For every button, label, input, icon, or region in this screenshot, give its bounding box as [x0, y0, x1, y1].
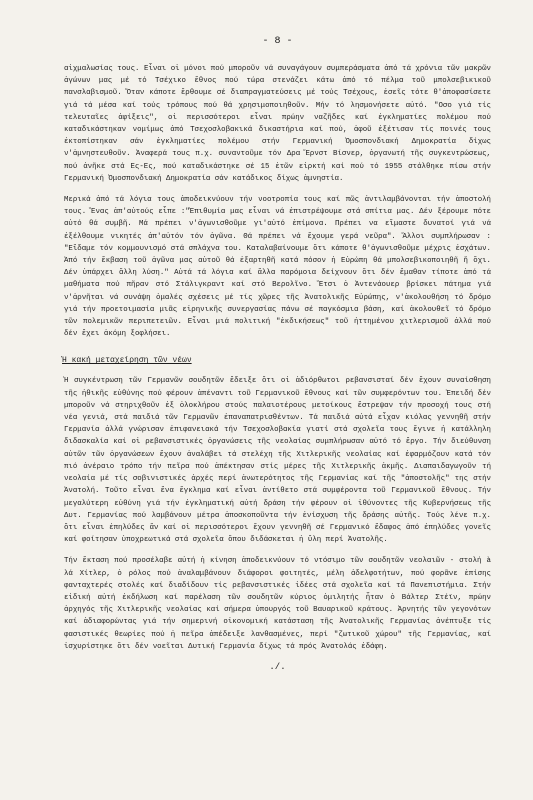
- section-heading: Ἡ κακή μεταχείρηση τῶν νέων: [62, 356, 192, 366]
- paragraph-1: αἰχμαλωσίας τους. Εἶναι οἱ μόνοι πού μποροῦν νά συναγάγουν συμπεράσματα ἀπό τά χρόνια τῶν μακρῶν ἀγώνων μας μέ τό Τσέχικο ἔθνος πού τώρα στενάζει κάτω ἀπό τό πέλμα τοῦ μπολσεβικικοῦ πανσλαβισμοῦ. Ὅταν κάποτε ἔρθουμε σέ διαπραγματεύσεις μέ τούς Τσέχους, ἐσεῖς τότε θ'ἀποφασίσετε γιά τά μέσα καί τούς τρόπους πού θά χρησιμοποιηθοῦν. Μήν τό λησμονήσετε αὐτό. "Οσο γιά τίς τελευταῖες ἀφίξεις", οἱ περισσότεροι εἶναι πρώην ναζῆδες καί ἐγκληματίες πολέμου πού καταδικάστηκαν νομίμως ἀπό Τσεχοσλοβακικά δικαστήρια καί πού, ἀφοῦ ἐξέτισαν τίς ποινές τους ἐκτοπίστηκαν σάν ἐγκληματίες πολέμου στήν Γερμανική Ὁμοσπονδιακή Δημοκρατία δίχως ν'ἀμνηστευθοῦν. Ἀναφερά τους π.χ. συναντοῦμε τόν Δρα Ἔρνστ Βίσνερ, ὀργανωτή τῆς συγκεντρώσεως, πού ἀνῆκε στά Ες-Ες, πού καταδικάστηκε σέ 15 ἐτῶν εἱρκτή καί πού τό 1955 στάλθηκε πίσω στήν Γερμανική Ὁμοσπονδιακή Δημοκρατία σάν κατάδικος δίχως ἀμνηστία.: [64, 65, 491, 183]
- paragraph-3: Ἡ συγκέντρωση τῶν Γερμανῶν σουδητῶν ἔδειξε ὅτι οἱ ἀδιόρθωτοι ρεβανσισταί δέν ἔχουν συναίσθηση τῆς ἠθικῆς εὐθύνης πού φέρουν ἀπέναντι τοῦ Γερμανικοῦ ἔθνους καί τῶν συμφερόντων του. Ἐπειδή δέν μποροῦν νά στηριχθοῦν ἐξ ὁλοκλήρου στούς παλαιοτέρους μετοίκους ἔστρεψαν τήν προσοχή τους στή νέα γενιά, στά παιδιά τῶν Γερμανῶν ἐπαναπατρισθέντων. Τά παιδιά αὐτά εἶχαν κιόλας γεννηθῆ στήν Γερμανία ἀλλά γνώρισαν ἐπιφανειακά τήν Τσεχοσλοβακία γιατί στά σχολεῖα τους ἔγινε ἡ κατάλληλη διδασκαλία καί οἱ ρεβανσιστικές ὀργανώσεις τῆς νεολαίας συμπλήρωσαν αὐτό τό ἔργο. Τήν διεύθυνση αὐτῶν τῶν ὀργανώσεων ἔχουν ἀναλάβει τά στελέχη τῆς Χιτλερικῆς νεολαίας καί ἐφαρμόζουν κατά τόν πιό ἀνέραιο τρόπο τήν πεῖρα πού ἀπέκτησαν στίς μέρες τῆς Χιτλερικῆς ἀκμῆς. Διαπαιδαγωγοῦν τή νεολαία μέ τίς σοβινιστικές ἀρχές περί ἀνωτερότητος τῆς Γερμανίας καί τῆς "ἀποστολῆς" της στήν Ἀνατολή. Τοῦτο εἶναι ἕνα ἔγκλημα καί εἶναι ἀντίθετο στά συμφέροντα τοῦ Γερμανικοῦ ἔθνους. Τήν μεγαλύτερη εὐθύνη γιά τήν ἐγκληματική αὐτή δράση τήν φέρουν οἱ ἰθύνοντες τῆς Κυβερνήσεως τῆς Δυτ. Γερμανίας πού λαμβάνουν μέτρα ἀποσκοποῦντα τήν ἐνίσχυση τῆς δράσης αὐτῆς. Τούς λένε π.χ. ὅτι εἶναι ἐπηλύδες ἄν καί οἱ περισσότεροι ἔχουν γεννηθῆ σέ Γερμανικό ἔδαφος ἀπό ἐπηλύδες γονεῖς καί φοίτησαν ὑποχρεωτικά στά σχολεῖα ὅπου διδάσκεται ἡ ὕλη περί Ἀνατολῆς.: [64, 377, 491, 545]
- paragraph-2: Μερικά ἀπό τά λόγια τους ἀποδεικνύουν τήν νοοτροπία τους καί πῶς ἀντιλαμβάνονται τήν ἀποστολή τους. Ἕνας ἀπ'αὐτούς εἶπε :"Ἐπιθυμία μας εἶναι νά ἐπιστρέψουμε στά σπίτια μας. Δέν ξέρουμε πότε αὐτό θά συμβῆ. Μά πρέπει ν'ἀγωνισθοῦμε γι'αὐτό ἐπίμονα. Πρέπει να εἴμαστε δυνατοί γιά νά ἐξέλθουμε νικητές ἀπ'αὐτόν τόν ἀγῶνα. Θά πρέπει νά ἔχουμε γερά νεῦρα". Ἄλλοι συμπλήρωσαν : "Εἴδαμε τόν κομμουνισμό στά σπλάχνα του. Καταλαβαίνουμε ὅτι κάποτε θ'ἀγωνισθοῦμε μέχρις ἐσχάτων. Ἀπό τήν ἔκβαση τοῦ ἀγῶνα μας αὐτοῦ θά ἐξαρτηθῆ κατά πόσον ἡ Εὐρώπη θά μπολσεβικοποιηθῆ ἤ ὄχι. Δέν ὑπάρχει ἄλλη λύση." Αὐτά τά λόγια καί ἄλλα παρόμοια δείχνουν ὅτι δέν ἔμαθαν τίποτε ἀπό τά μαθήματα πού πῆραν στό Στάλιγκραντ καί στό Βερολῖνο. Ἔτσι ὁ Ἀντενάουερ βρίσκει πάτημα γιά ν'ἀρνῆται νά συνάψη ὁμαλές σχέσεις μέ τίς χῶρες τῆς Ἀνατολικῆς Εὐρώπης, ν'ἀκολουθήση τό δρόμο γιά τήν προετοιμασία μιᾶς εἰρηνικῆς συνεργασίας πάνω σέ παγκόσμια βάση, καί ἀκολουθεῖ τό δρόμο τῶν πολεμικῶν περιπετειῶν. Εἶναι μιά πολιτική "ἐκδικήσεως" τοῦ ἡττημένου χιτλερισμοῦ ἀλλά πού δέν ἔχει ἀκόμη ξοφλήσει.: [64, 196, 491, 339]
- end-mark: ./.: [269, 661, 286, 672]
- page-number: - 8 -: [262, 36, 293, 47]
- paragraph-4: Τήν ἔκταση πού προσέλαβε αὐτή ἡ κίνηση ἀποδεικνύουν τό ντόσιμο τῶν σουδητῶν νεολαιῶν - στολή à λά Χίτλερ, ὁ ρόλος πού ἀναλαμβάνουν διάφοροι φοιτητές, μέλη ἀδελφοτήτων, πού φορᾶνε ἐπίσης φανταχτερές στολές καί διαδίδουν τίς ρεβανσιστικές ἰδέες στά σχολεῖα καί τά Πανεπιστήμια. Στήν εἰδική αὐτή ἐκδήλωση καί παρέλαση τῶν σουδητῶν κύριος ὁμιλητής ἦταν ὁ Βάλτερ Στέϊν, πρώην ἀρχηγός τῆς Χιτλερικῆς νεολαίας καί σήμερα ὑπουργός τοῦ Βαυαρικοῦ κράτους. Ἀρνητής τῶν γεγονότων καί ἀδιαφορώντας γιά τήν σημερινή οἰκονομική κατάσταση τῆς Ἀνατολικῆς Γερμανίας ἀνέπτυξε τίς φασιστικές θεωρίες πού ἡ πεῖρα ἀπέδειξε λανθασμένες, περί "ζωτικοῦ χώρου" τῆς Γερμανίας, καί ἰσχυρίστηκε ὅτι δέν νοεῖται Δυτική Γερμανία δίχως τά πρός Ἀνατολάς ἐδάφη.: [64, 557, 491, 651]
